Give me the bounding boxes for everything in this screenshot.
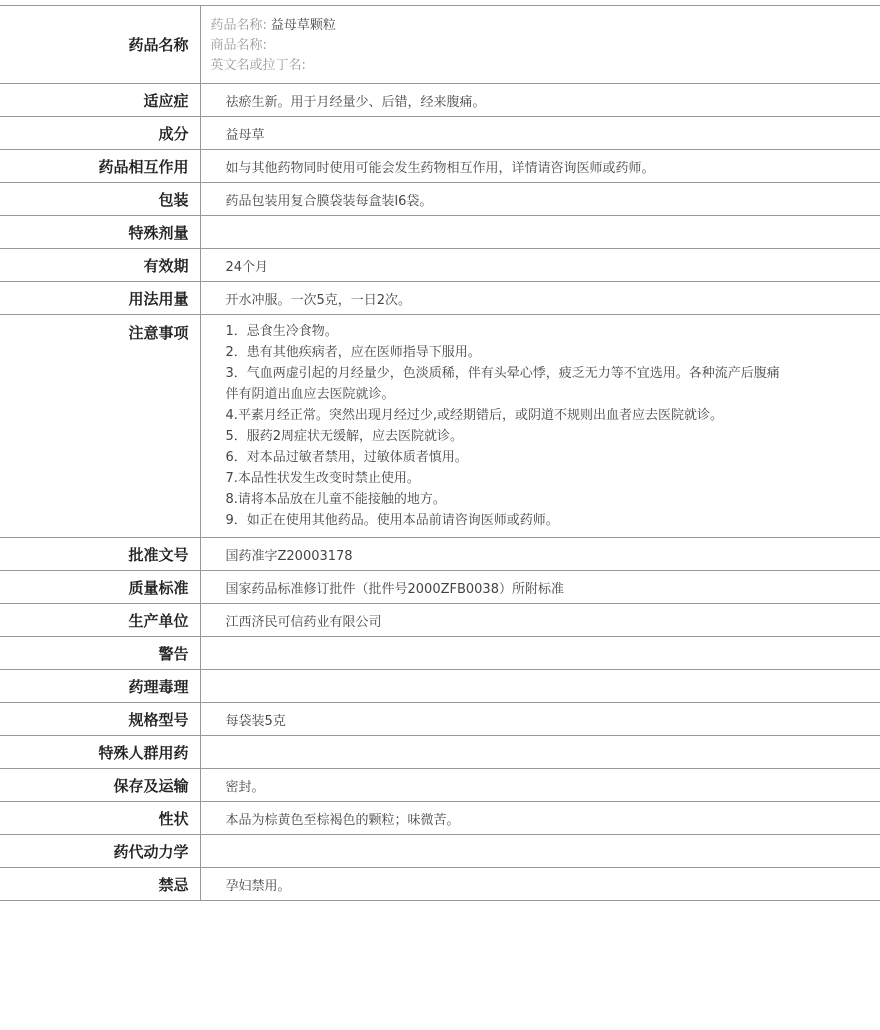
row-value: 每袋装5克 xyxy=(200,703,880,736)
row-label: 药代动力学 xyxy=(0,835,200,868)
row-label: 特殊人群用药 xyxy=(0,736,200,769)
precaution-item: 2．患有其他疾病者，应在医师指导下服用。 xyxy=(225,345,481,360)
row-label: 生产单位 xyxy=(0,604,200,637)
trade-name-key: 商品名称: xyxy=(210,38,267,53)
table-row xyxy=(0,802,880,835)
generic-name-value: 益母草颗粒 xyxy=(270,18,336,33)
row-label: 包装 xyxy=(0,183,200,216)
precaution-item: 1．忌食生冷食物。 xyxy=(225,324,338,339)
latin-name-line xyxy=(211,56,880,76)
row-label: 药理毒理 xyxy=(0,670,200,703)
row-value xyxy=(200,637,880,670)
precaution-item: 6．对本品过敏者禁用，过敏体质者慎用。 xyxy=(225,450,468,465)
precaution-item: 3．气血两虚引起的月经量少，色淡质稀，伴有头晕心悸，疲乏无力等不宜选用。各种流产后腹痛伴有阴道出血应去医院就诊。 xyxy=(225,366,780,402)
row-label: 规格型号 xyxy=(0,703,200,736)
row-value: 药品包装用复合膜袋装每盒装l6袋。 xyxy=(200,183,880,216)
row-value xyxy=(200,216,880,249)
row-label: 警告 xyxy=(0,637,200,670)
row-precautions xyxy=(0,315,880,538)
row-value: 如与其他药物同时使用可能会发生药物相互作用，详情请咨询医师或药师。 xyxy=(200,150,880,183)
row-label: 性状 xyxy=(0,802,200,835)
row-label: 成分 xyxy=(0,117,200,150)
row-value: 国药准字Z20003178 xyxy=(200,538,880,571)
table-row xyxy=(0,538,880,571)
table-row xyxy=(0,571,880,604)
table-row xyxy=(0,216,880,249)
precaution-item: 7.本品性状发生改变时禁止使用。 xyxy=(225,471,420,486)
table-row xyxy=(0,736,880,769)
table-row xyxy=(0,670,880,703)
row-value: 江西济民可信药业有限公司 xyxy=(200,604,880,637)
table-row xyxy=(0,150,880,183)
table-row xyxy=(0,835,880,868)
row-value: 开水冲服。一次5克，一日2次。 xyxy=(200,282,880,315)
generic-name-key: 药品名称: xyxy=(210,18,267,33)
precautions-list xyxy=(200,315,880,538)
row-label: 特殊剂量 xyxy=(0,216,200,249)
table-row xyxy=(0,868,880,901)
row-value: 密封。 xyxy=(200,769,880,802)
table-row xyxy=(0,84,880,117)
row-value: 本品为棕黄色至棕褐色的颗粒；味微苦。 xyxy=(200,802,880,835)
row-value: 祛瘀生新。用于月经量少、后错，经来腹痛。 xyxy=(200,84,880,117)
precaution-item: 5．服药2周症状无缓解，应去医院就诊。 xyxy=(225,429,464,444)
latin-name-key: 英文名或拉丁名: xyxy=(210,58,306,73)
row-label: 保存及运输 xyxy=(0,769,200,802)
table-row xyxy=(0,769,880,802)
row-label: 用法用量 xyxy=(0,282,200,315)
row-label: 质量标准 xyxy=(0,571,200,604)
row-value: 孕妇禁用。 xyxy=(200,868,880,901)
precaution-item: 9．如正在使用其他药品。使用本品前请咨询医师或药师。 xyxy=(225,513,559,528)
row-value: 益母草 xyxy=(200,117,880,150)
row-label: 批准文号 xyxy=(0,538,200,571)
trade-name-line xyxy=(211,36,880,56)
row-value xyxy=(200,670,880,703)
precaution-item: 8.请将本品放在儿童不能接触的地方。 xyxy=(225,492,446,507)
table-row xyxy=(0,183,880,216)
table-row xyxy=(0,604,880,637)
row-label: 药品名称 xyxy=(0,6,200,84)
row-drug-name xyxy=(0,6,880,84)
row-label: 适应症 xyxy=(0,84,200,117)
precautions-wrap xyxy=(226,321,786,531)
row-value xyxy=(200,835,880,868)
table-row xyxy=(0,117,880,150)
table-row xyxy=(0,282,880,315)
table-row xyxy=(0,249,880,282)
drug-name-values xyxy=(200,6,880,84)
table-row xyxy=(0,703,880,736)
row-value: 24个月 xyxy=(200,249,880,282)
drug-info-table xyxy=(0,5,880,901)
row-label: 药品相互作用 xyxy=(0,150,200,183)
row-label: 有效期 xyxy=(0,249,200,282)
table-row xyxy=(0,637,880,670)
row-label: 禁忌 xyxy=(0,868,200,901)
precaution-item: 4.平素月经正常。突然出现月经过少,或经期错后，或阴道不规则出血者应去医院就诊。 xyxy=(225,408,724,423)
row-value xyxy=(200,736,880,769)
row-label: 注意事项 xyxy=(0,315,200,538)
generic-name-line xyxy=(211,16,880,36)
row-value: 国家药品标准修订批件（批件号2000ZFB0038）所附标准 xyxy=(200,571,880,604)
